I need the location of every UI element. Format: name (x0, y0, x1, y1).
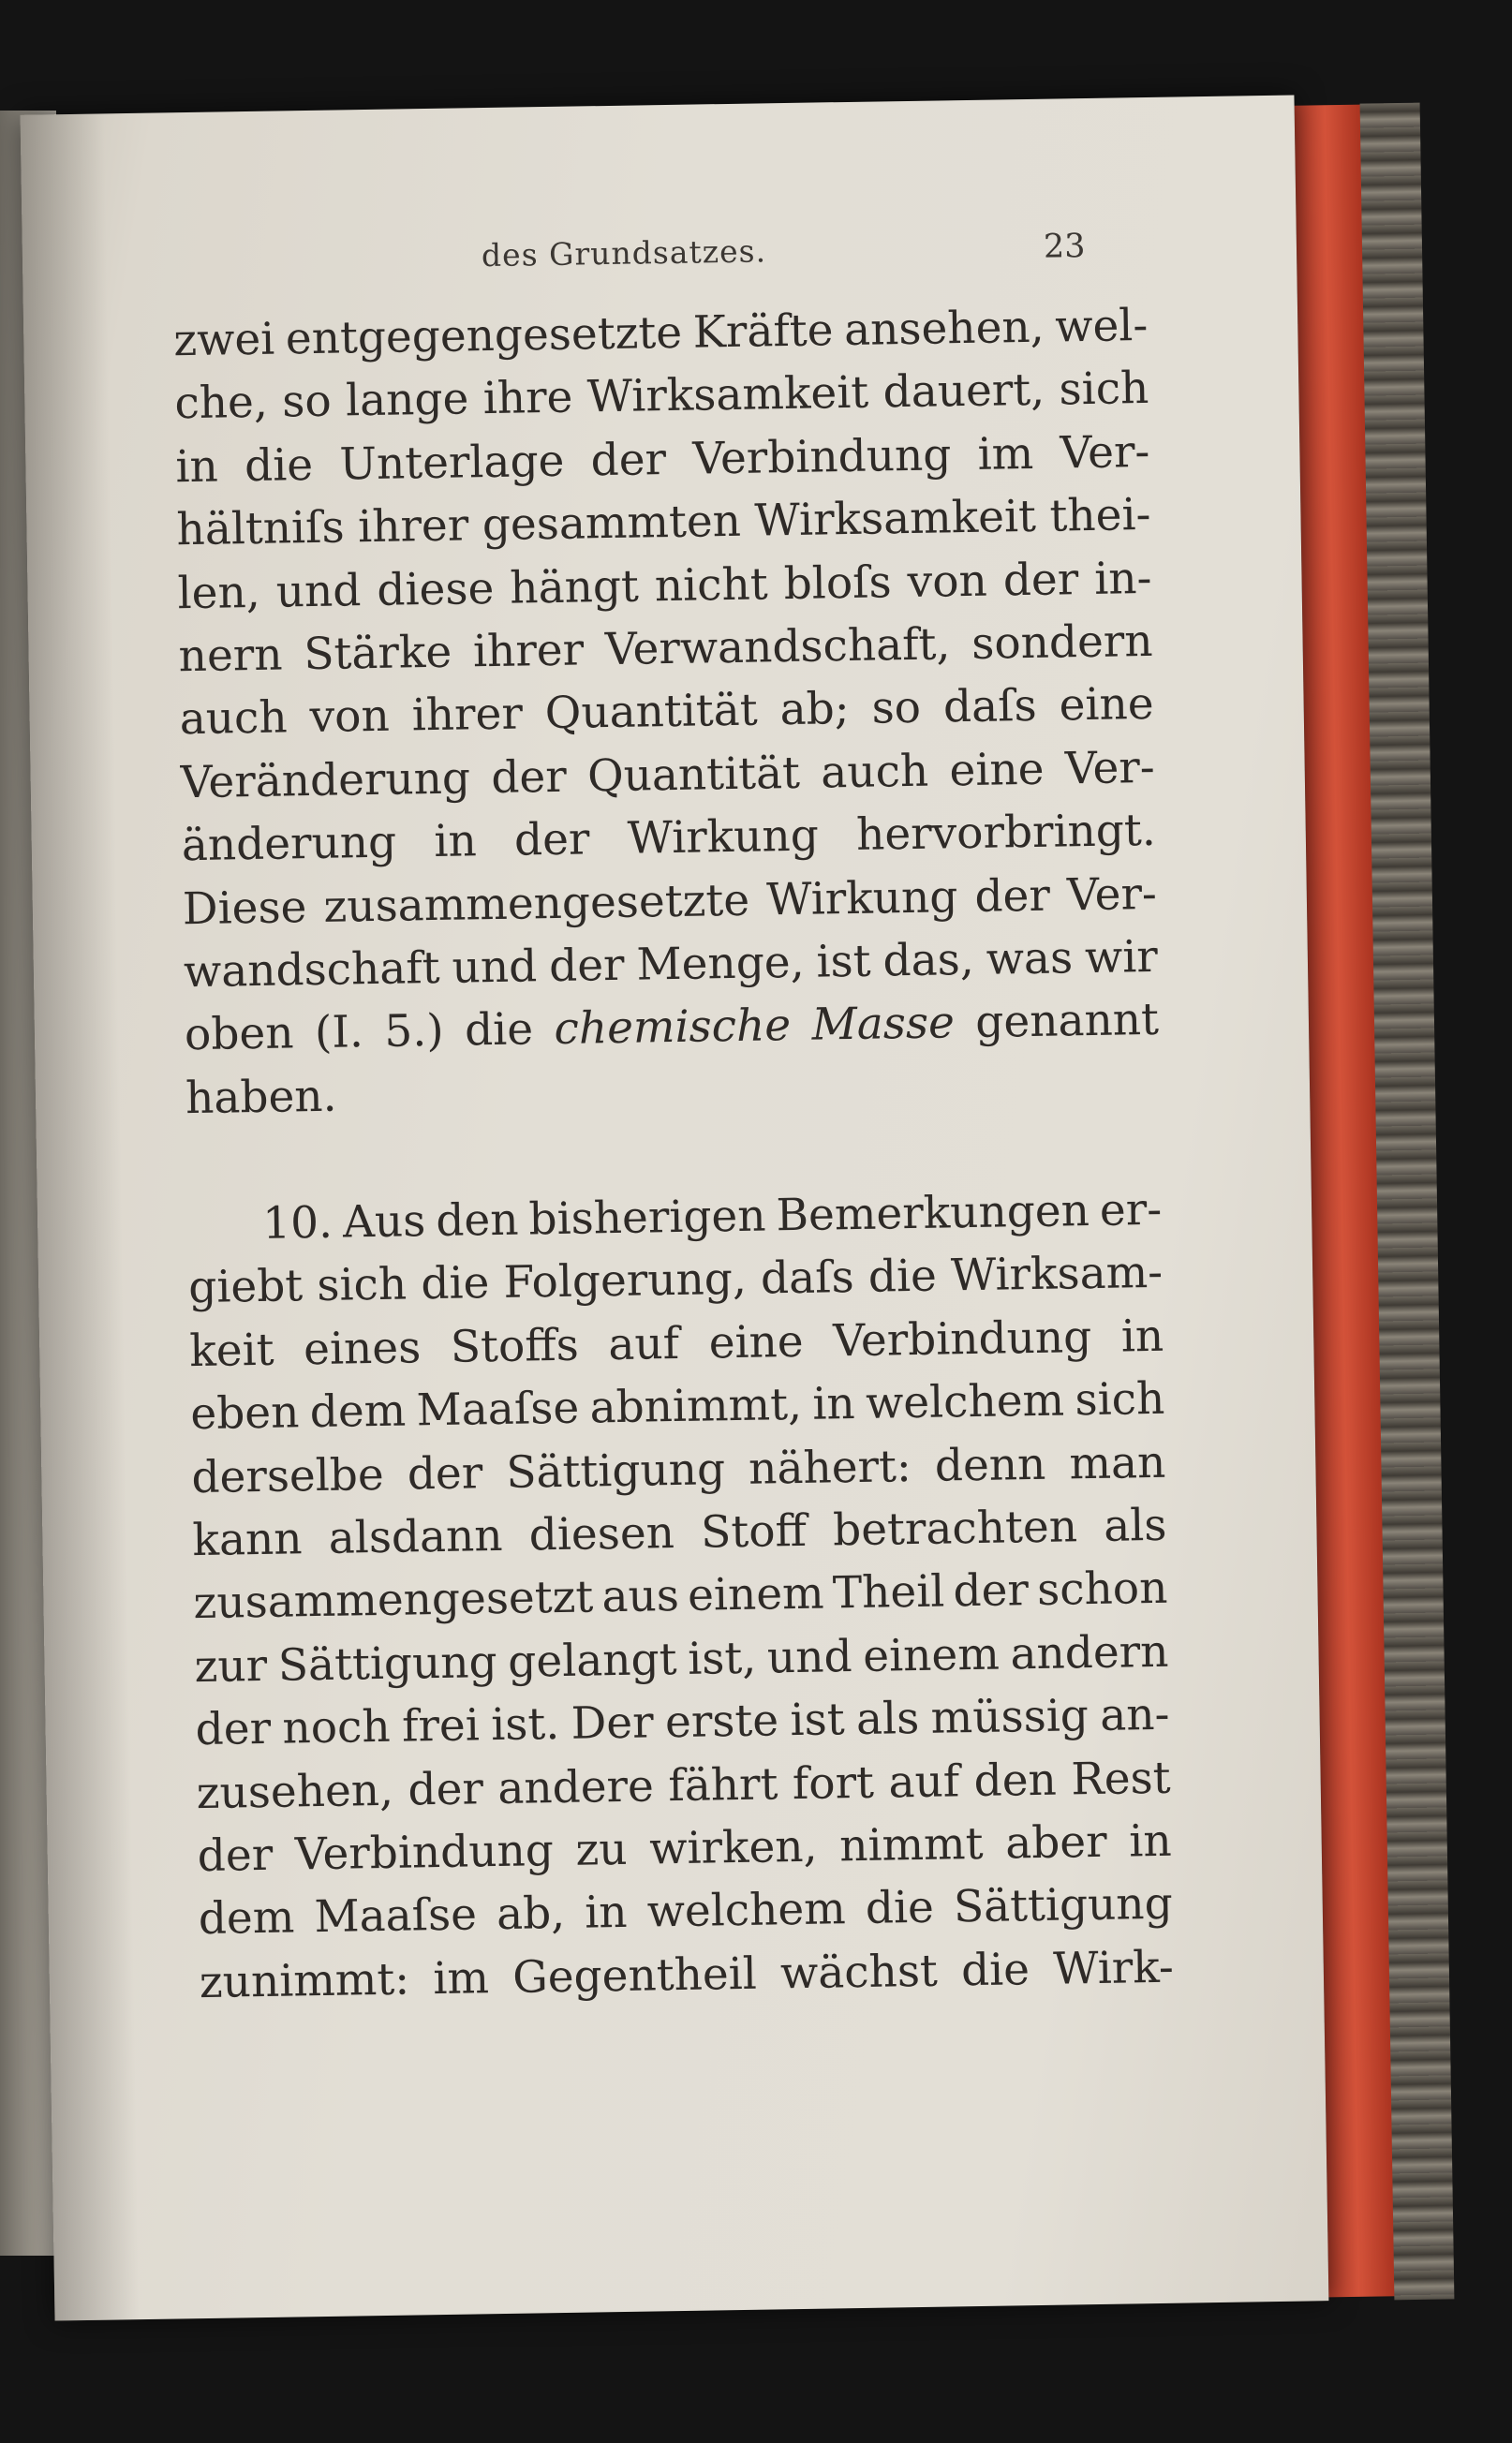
word: Der (571, 1696, 655, 1751)
word: der (408, 1762, 484, 1816)
word: Theil (832, 1565, 945, 1620)
word: Quantität (544, 684, 759, 740)
word: Sättigung (277, 1636, 498, 1692)
word: als (855, 1693, 920, 1746)
word: ansehen, (843, 301, 1045, 357)
word: len, (177, 566, 261, 619)
word: so (871, 682, 922, 734)
word: von (907, 555, 988, 608)
page-header (22, 224, 1297, 300)
word: sich (316, 1258, 408, 1312)
word: Quantität (586, 747, 801, 803)
word: betrachten (832, 1501, 1078, 1557)
word: der (407, 1446, 483, 1501)
word: die (464, 1003, 534, 1057)
word: frei (401, 1699, 481, 1753)
word: Stärke (303, 626, 452, 681)
book-page (21, 95, 1329, 2320)
word: giebt (187, 1260, 304, 1314)
word: Ver- (1066, 867, 1158, 921)
word: in (434, 815, 478, 868)
word: aus (601, 1570, 680, 1623)
word: gelangt (507, 1633, 677, 1688)
word: ihre (482, 371, 573, 425)
word: welchem (646, 1883, 847, 1938)
word: der (490, 750, 568, 804)
word: ist (790, 1694, 846, 1747)
word: ab, (496, 1888, 566, 1941)
word: und (275, 564, 362, 618)
word: kann (192, 1513, 303, 1567)
word: eine (949, 743, 1045, 797)
word: auch (179, 691, 289, 746)
word: bisherigen (528, 1190, 766, 1246)
word: wirken, (648, 1820, 818, 1875)
word: erste (664, 1695, 779, 1749)
word: zusammengesetzt (193, 1571, 594, 1630)
word: dem (198, 1891, 295, 1946)
word: das, (882, 933, 975, 987)
word: wandschaft (183, 941, 441, 999)
word: an- (1099, 1688, 1170, 1742)
word: Folgerung, (503, 1253, 748, 1310)
word: zwei (172, 313, 275, 367)
word: die (244, 438, 314, 492)
word: denn (934, 1438, 1046, 1492)
word: der (548, 939, 625, 992)
word: thei- (1049, 489, 1151, 542)
word: zunimmt: (199, 1953, 410, 2008)
word: die (865, 1882, 935, 1935)
word: nimmt (838, 1817, 984, 1873)
word: (I. (314, 1006, 364, 1059)
word: Wirkung (765, 870, 958, 925)
word: die (960, 1943, 1030, 1997)
word: nern (178, 629, 283, 683)
word: in (1128, 1814, 1173, 1868)
word: zur (194, 1639, 268, 1693)
word: Kräfte (692, 304, 834, 359)
word: noch (282, 1701, 392, 1755)
word: ihrer (357, 499, 469, 554)
word: ist. (490, 1698, 560, 1752)
word: der (953, 1564, 1030, 1618)
word: den (973, 1754, 1058, 1807)
word: andere (497, 1760, 655, 1814)
word: den (435, 1193, 519, 1248)
word: Veränderung (180, 752, 471, 808)
word: und (452, 940, 538, 994)
word: eben (189, 1386, 300, 1441)
word: Verwandschaft, (604, 618, 951, 676)
word: Masse (811, 997, 956, 1051)
word: Stoffs (450, 1319, 580, 1373)
word: gesammten (482, 495, 742, 552)
word: er- (1099, 1183, 1163, 1236)
word: sich (1059, 363, 1149, 416)
word: von (309, 690, 391, 744)
word: daſs (760, 1251, 855, 1306)
word: Menge, (636, 936, 805, 991)
word: wel- (1054, 299, 1149, 353)
word: fort (792, 1756, 875, 1810)
word: keit (188, 1324, 274, 1378)
word: änderung (181, 816, 397, 872)
word: der (590, 433, 667, 487)
word: einem (687, 1567, 825, 1622)
word: alsdann (328, 1509, 504, 1564)
word: Wirk- (1052, 1941, 1175, 1995)
word: haben. (185, 1070, 337, 1124)
word: Maaſse (314, 1888, 478, 1944)
word: nicht (654, 557, 769, 612)
word: Wirksam- (950, 1247, 1164, 1302)
word: in (175, 440, 219, 494)
word: bloſs (783, 555, 893, 610)
word: in (1120, 1310, 1164, 1363)
word: abnimmt, (589, 1379, 803, 1434)
word: Wirksamkeit (586, 367, 869, 423)
word: man (1069, 1436, 1166, 1490)
word: aber (1004, 1815, 1108, 1870)
word: einem (862, 1628, 1001, 1682)
word: was (986, 932, 1074, 985)
body-text (173, 294, 1174, 2014)
word: daſs (942, 680, 1038, 733)
word: genannt (974, 994, 1160, 1049)
word: Rest (1070, 1752, 1171, 1806)
word: zusammengesetzte (323, 874, 750, 933)
word: der (197, 1829, 274, 1883)
word: ihrer (411, 688, 524, 742)
word: die (420, 1257, 490, 1310)
word: der (974, 869, 1051, 923)
word: Verbindung (832, 1310, 1092, 1368)
word: Ver- (1064, 741, 1156, 795)
word: auf (888, 1755, 960, 1809)
word: eine (1059, 678, 1154, 732)
word: Aus (342, 1195, 426, 1249)
word: ist, (687, 1632, 757, 1685)
word: Diese (182, 881, 307, 935)
word: in- (1093, 552, 1152, 605)
word: dem (309, 1384, 407, 1439)
word: hervorbringt. (855, 805, 1157, 862)
word: in (584, 1887, 629, 1939)
word: dauert, (882, 364, 1045, 419)
word: der (513, 813, 590, 866)
word: fährt (667, 1757, 778, 1812)
word: hängt (509, 560, 640, 614)
word: Ver- (1060, 425, 1150, 480)
word: als (1103, 1499, 1167, 1552)
word: die (867, 1251, 938, 1304)
word: Sättigung (505, 1443, 726, 1499)
word: auf (607, 1317, 680, 1370)
word: oben (184, 1007, 294, 1061)
word: der (1002, 553, 1079, 606)
word: sondern (971, 614, 1153, 670)
word: Unterlage (338, 435, 565, 491)
word: Stoff (700, 1504, 808, 1559)
word: diese (376, 562, 495, 616)
word: 10. (261, 1196, 334, 1250)
word: wir (1084, 930, 1159, 984)
word: ist (816, 935, 872, 988)
word: und (766, 1630, 852, 1684)
word: eines (303, 1322, 422, 1376)
word: Maaſse (416, 1382, 580, 1437)
word: auch (820, 745, 929, 799)
word: che, (174, 377, 269, 430)
word: entgegengesetzte (285, 306, 683, 365)
word: Wirkung (627, 809, 820, 865)
word: eine (708, 1315, 805, 1370)
word: derselbe (191, 1448, 385, 1503)
word: chemische (554, 999, 792, 1056)
word: Bemerkungen (776, 1185, 1090, 1242)
word: hältniſs (176, 501, 346, 556)
word: im (977, 427, 1034, 481)
word: im (432, 1951, 490, 2005)
word: Verbindung (691, 429, 952, 485)
word: Gegentheil (511, 1947, 758, 2004)
word: zu (575, 1823, 629, 1876)
running-head: des Grundsatzes. (481, 232, 767, 274)
word: in (811, 1378, 856, 1430)
word: Wirksamkeit (754, 491, 1037, 547)
word: der (195, 1703, 272, 1756)
word: ihrer (472, 624, 585, 678)
word: nähert: (748, 1440, 912, 1495)
word: andern (1010, 1625, 1169, 1680)
word: lange (345, 373, 469, 427)
word: 5.) (383, 1005, 444, 1059)
word: so (281, 376, 333, 428)
word: Verbindung (294, 1825, 555, 1881)
word: ab; (779, 683, 850, 736)
word: Sättigung (953, 1878, 1174, 1933)
word: müssig (930, 1690, 1090, 1744)
word: schon (1036, 1562, 1168, 1617)
page-number: 23 (1043, 227, 1086, 266)
word: zusehen, (196, 1764, 394, 1819)
word: diesen (528, 1507, 675, 1562)
word: wächst (779, 1945, 939, 2000)
word: sich (1075, 1373, 1165, 1427)
word: welchem (865, 1374, 1065, 1430)
